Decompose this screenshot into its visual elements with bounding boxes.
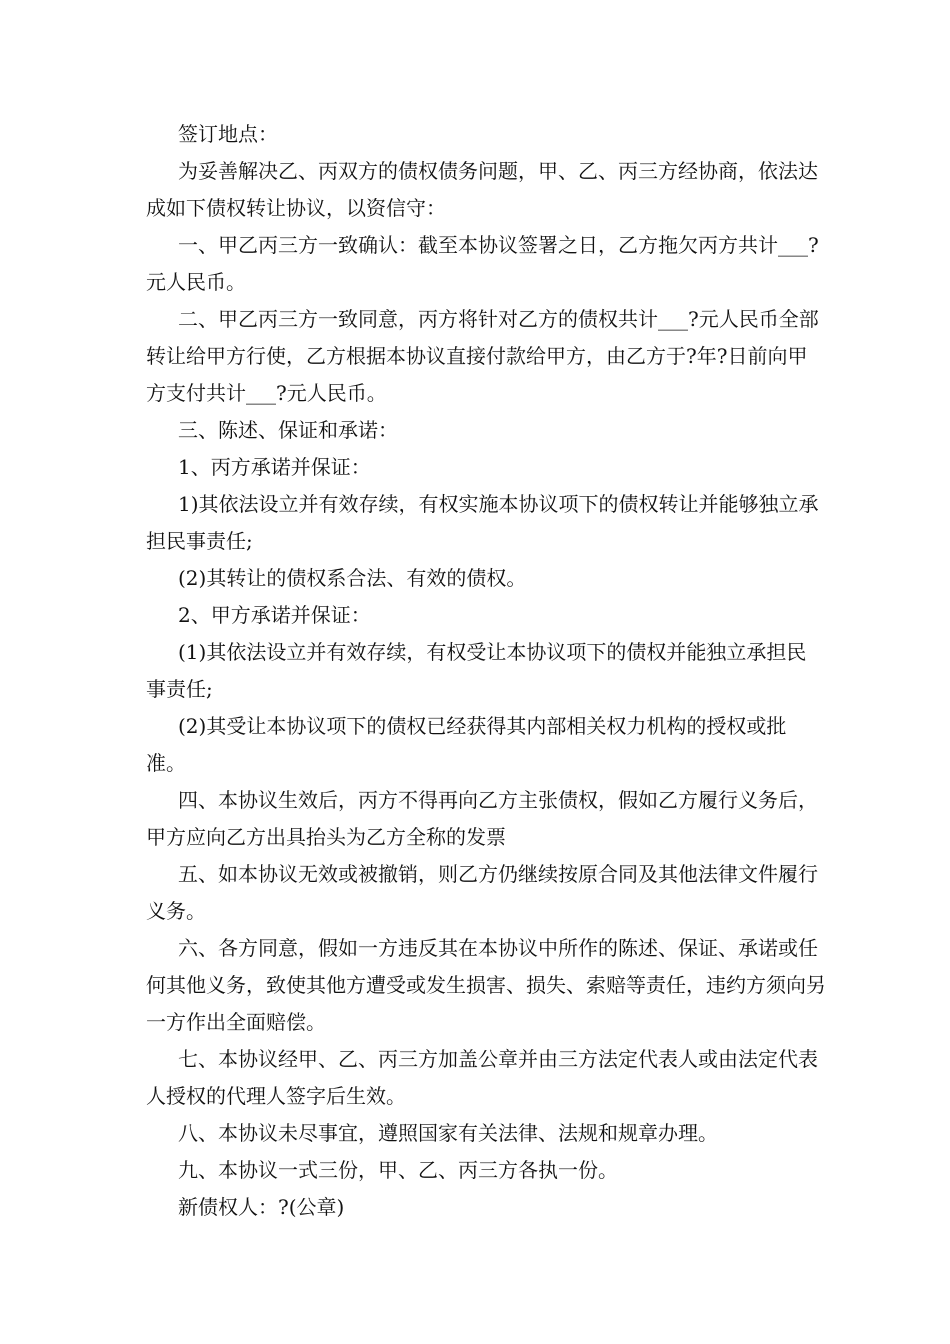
clause-3-1-item-1: 1)其依法设立并有效存续，有权实施本协议项下的债权转让并能够独立承担民事责任;	[146, 492, 819, 553]
new-creditor-signature-line: 新债权人：?(公章)	[178, 1195, 345, 1219]
clause-2: 二、甲乙丙三方一致同意，丙方将针对乙方的债权共计___?元人民币全部转让给甲方行使，乙方根据本协议直接付款给甲方，由乙方于?年?日前向甲方支付共计___?元人民币。	[146, 307, 819, 405]
clause-3-1-item-2: (2)其转让的债权系合法、有效的债权。	[178, 566, 527, 590]
clause-9: 九、本协议一式三份，甲、乙、丙三方各执一份。	[178, 1158, 618, 1182]
preamble-paragraph: 为妥善解决乙、丙双方的债权债务问题，甲、乙、丙三方经协商，依法达成如下债权转让协议，以资信守：	[146, 159, 818, 220]
clause-3-2-item-1: (1)其依法设立并有效存续，有权受让本协议项下的债权并能独立承担民事责任;	[146, 640, 807, 701]
clause-6: 六、各方同意，假如一方违反其在本协议中所作的陈述、保证、承诺或任何其他义务，致使其他方遭受或发生损害、损失、索赔等责任，违约方须向另一方作出全面赔偿。	[146, 936, 826, 1034]
clause-3-2-heading: 2、甲方承诺并保证：	[178, 603, 371, 627]
signing-place-line: 签订地点：	[178, 122, 278, 146]
clause-5: 五、如本协议无效或被撤销，则乙方仍继续按原合同及其他法律文件履行义务。	[146, 862, 818, 923]
clause-8: 八、本协议未尽事宜，遵照国家有关法律、法规和规章办理。	[178, 1121, 718, 1145]
clause-3-2-item-2: (2)其受让本协议项下的债权已经获得其内部相关权力机构的授权或批准。	[146, 714, 787, 775]
clause-3-heading: 三、陈述、保证和承诺：	[178, 418, 398, 442]
clause-4: 四、本协议生效后，丙方不得再向乙方主张债权，假如乙方履行义务后，甲方应向乙方出具抬头为乙方全称的发票	[146, 788, 818, 849]
agreement-body	[146, 116, 826, 1226]
clause-7: 七、本协议经甲、乙、丙三方加盖公章并由三方法定代表人或由法定代表人授权的代理人签字后生效。	[146, 1047, 818, 1108]
clause-3-1-heading: 1、丙方承诺并保证：	[178, 455, 371, 479]
clause-1: 一、甲乙丙三方一致确认：截至本协议签署之日，乙方拖欠丙方共计___?元人民币。	[146, 233, 819, 294]
